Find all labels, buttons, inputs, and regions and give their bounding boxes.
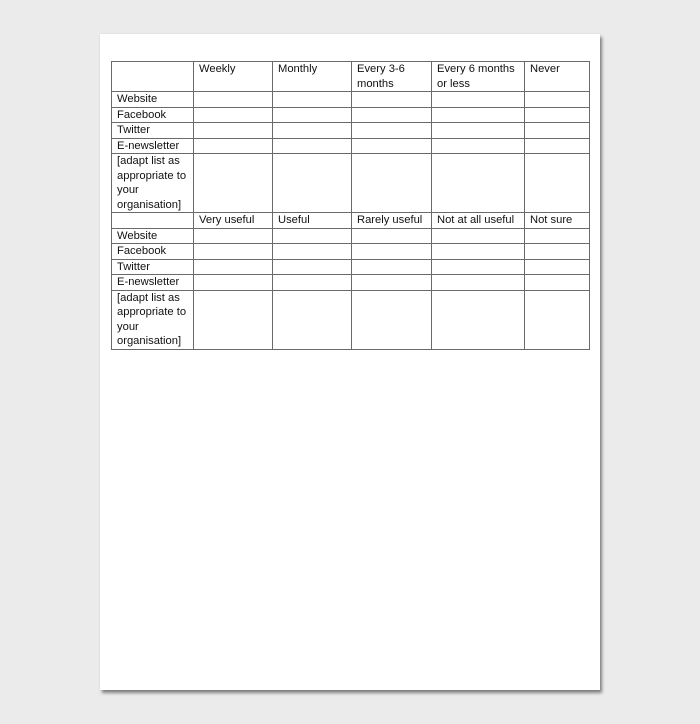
table-cell[interactable] [432, 244, 525, 260]
row-label: [adapt list as appropriate to your organisation] [112, 154, 194, 213]
table-cell[interactable] [194, 154, 273, 213]
table-cell[interactable] [352, 228, 432, 244]
table-cell[interactable] [273, 92, 352, 108]
table-row [112, 290, 590, 349]
table-row [112, 92, 590, 108]
table-cell[interactable] [194, 107, 273, 123]
table-cell[interactable] [273, 244, 352, 260]
table-cell[interactable] [525, 138, 590, 154]
header-cell-not-at-all-useful: Not at all useful [432, 213, 525, 229]
table-cell[interactable] [352, 138, 432, 154]
header-cell-rarely-useful: Rarely useful [352, 213, 432, 229]
table-cell[interactable] [352, 259, 432, 275]
frequency-header-row [112, 62, 590, 92]
table-row [112, 275, 590, 291]
table-row [112, 107, 590, 123]
header-cell-useful: Useful [273, 213, 352, 229]
table-cell[interactable] [525, 154, 590, 213]
table-cell[interactable] [432, 259, 525, 275]
table-cell[interactable] [525, 123, 590, 139]
table-cell[interactable] [273, 275, 352, 291]
row-label: Twitter [112, 259, 194, 275]
header-cell-very-useful: Very useful [194, 213, 273, 229]
table-cell[interactable] [273, 154, 352, 213]
table-cell[interactable] [273, 123, 352, 139]
table-cell[interactable] [352, 244, 432, 260]
row-label: Website [112, 92, 194, 108]
table-cell[interactable] [194, 92, 273, 108]
table-cell[interactable] [273, 107, 352, 123]
table-cell[interactable] [273, 228, 352, 244]
table-row [112, 259, 590, 275]
table-cell[interactable] [525, 244, 590, 260]
table-cell[interactable] [194, 259, 273, 275]
header-cell-blank [112, 62, 194, 92]
row-label: E-newsletter [112, 138, 194, 154]
table-cell[interactable] [352, 92, 432, 108]
table-cell[interactable] [194, 123, 273, 139]
table-cell[interactable] [352, 154, 432, 213]
table-cell[interactable] [273, 259, 352, 275]
table-cell[interactable] [273, 290, 352, 349]
table-cell[interactable] [194, 138, 273, 154]
usefulness-header-row [112, 213, 590, 229]
header-cell-weekly: Weekly [194, 62, 273, 92]
document-page [100, 34, 600, 690]
row-label: E-newsletter [112, 275, 194, 291]
header-cell-every-6-months-or-less: Every 6 months or less [432, 62, 525, 92]
row-label: Facebook [112, 107, 194, 123]
table-cell[interactable] [525, 275, 590, 291]
table-row [112, 228, 590, 244]
table-cell[interactable] [194, 290, 273, 349]
table-cell[interactable] [525, 290, 590, 349]
table-cell[interactable] [525, 259, 590, 275]
table-cell[interactable] [194, 228, 273, 244]
table-row [112, 154, 590, 213]
table-cell[interactable] [432, 290, 525, 349]
table-cell[interactable] [432, 154, 525, 213]
table-row [112, 138, 590, 154]
table-row [112, 123, 590, 139]
table-cell[interactable] [352, 275, 432, 291]
row-label: Facebook [112, 244, 194, 260]
table-cell[interactable] [194, 275, 273, 291]
header-cell-blank [112, 213, 194, 229]
survey-table [111, 61, 590, 350]
table-row [112, 244, 590, 260]
table-cell[interactable] [432, 92, 525, 108]
header-cell-monthly: Monthly [273, 62, 352, 92]
header-cell-every-3-6-months: Every 3-6 months [352, 62, 432, 92]
row-label: Website [112, 228, 194, 244]
table-cell[interactable] [352, 290, 432, 349]
table-cell[interactable] [525, 107, 590, 123]
table-cell[interactable] [352, 107, 432, 123]
table-cell[interactable] [432, 275, 525, 291]
table-cell[interactable] [273, 138, 352, 154]
table-cell[interactable] [525, 228, 590, 244]
row-label: Twitter [112, 123, 194, 139]
table-cell[interactable] [525, 92, 590, 108]
table-cell[interactable] [352, 123, 432, 139]
header-cell-not-sure: Not sure [525, 213, 590, 229]
table-cell[interactable] [432, 107, 525, 123]
row-label: [adapt list as appropriate to your organisation] [112, 290, 194, 349]
table-cell[interactable] [194, 244, 273, 260]
table-cell[interactable] [432, 228, 525, 244]
table-cell[interactable] [432, 123, 525, 139]
header-cell-never: Never [525, 62, 590, 92]
table-cell[interactable] [432, 138, 525, 154]
